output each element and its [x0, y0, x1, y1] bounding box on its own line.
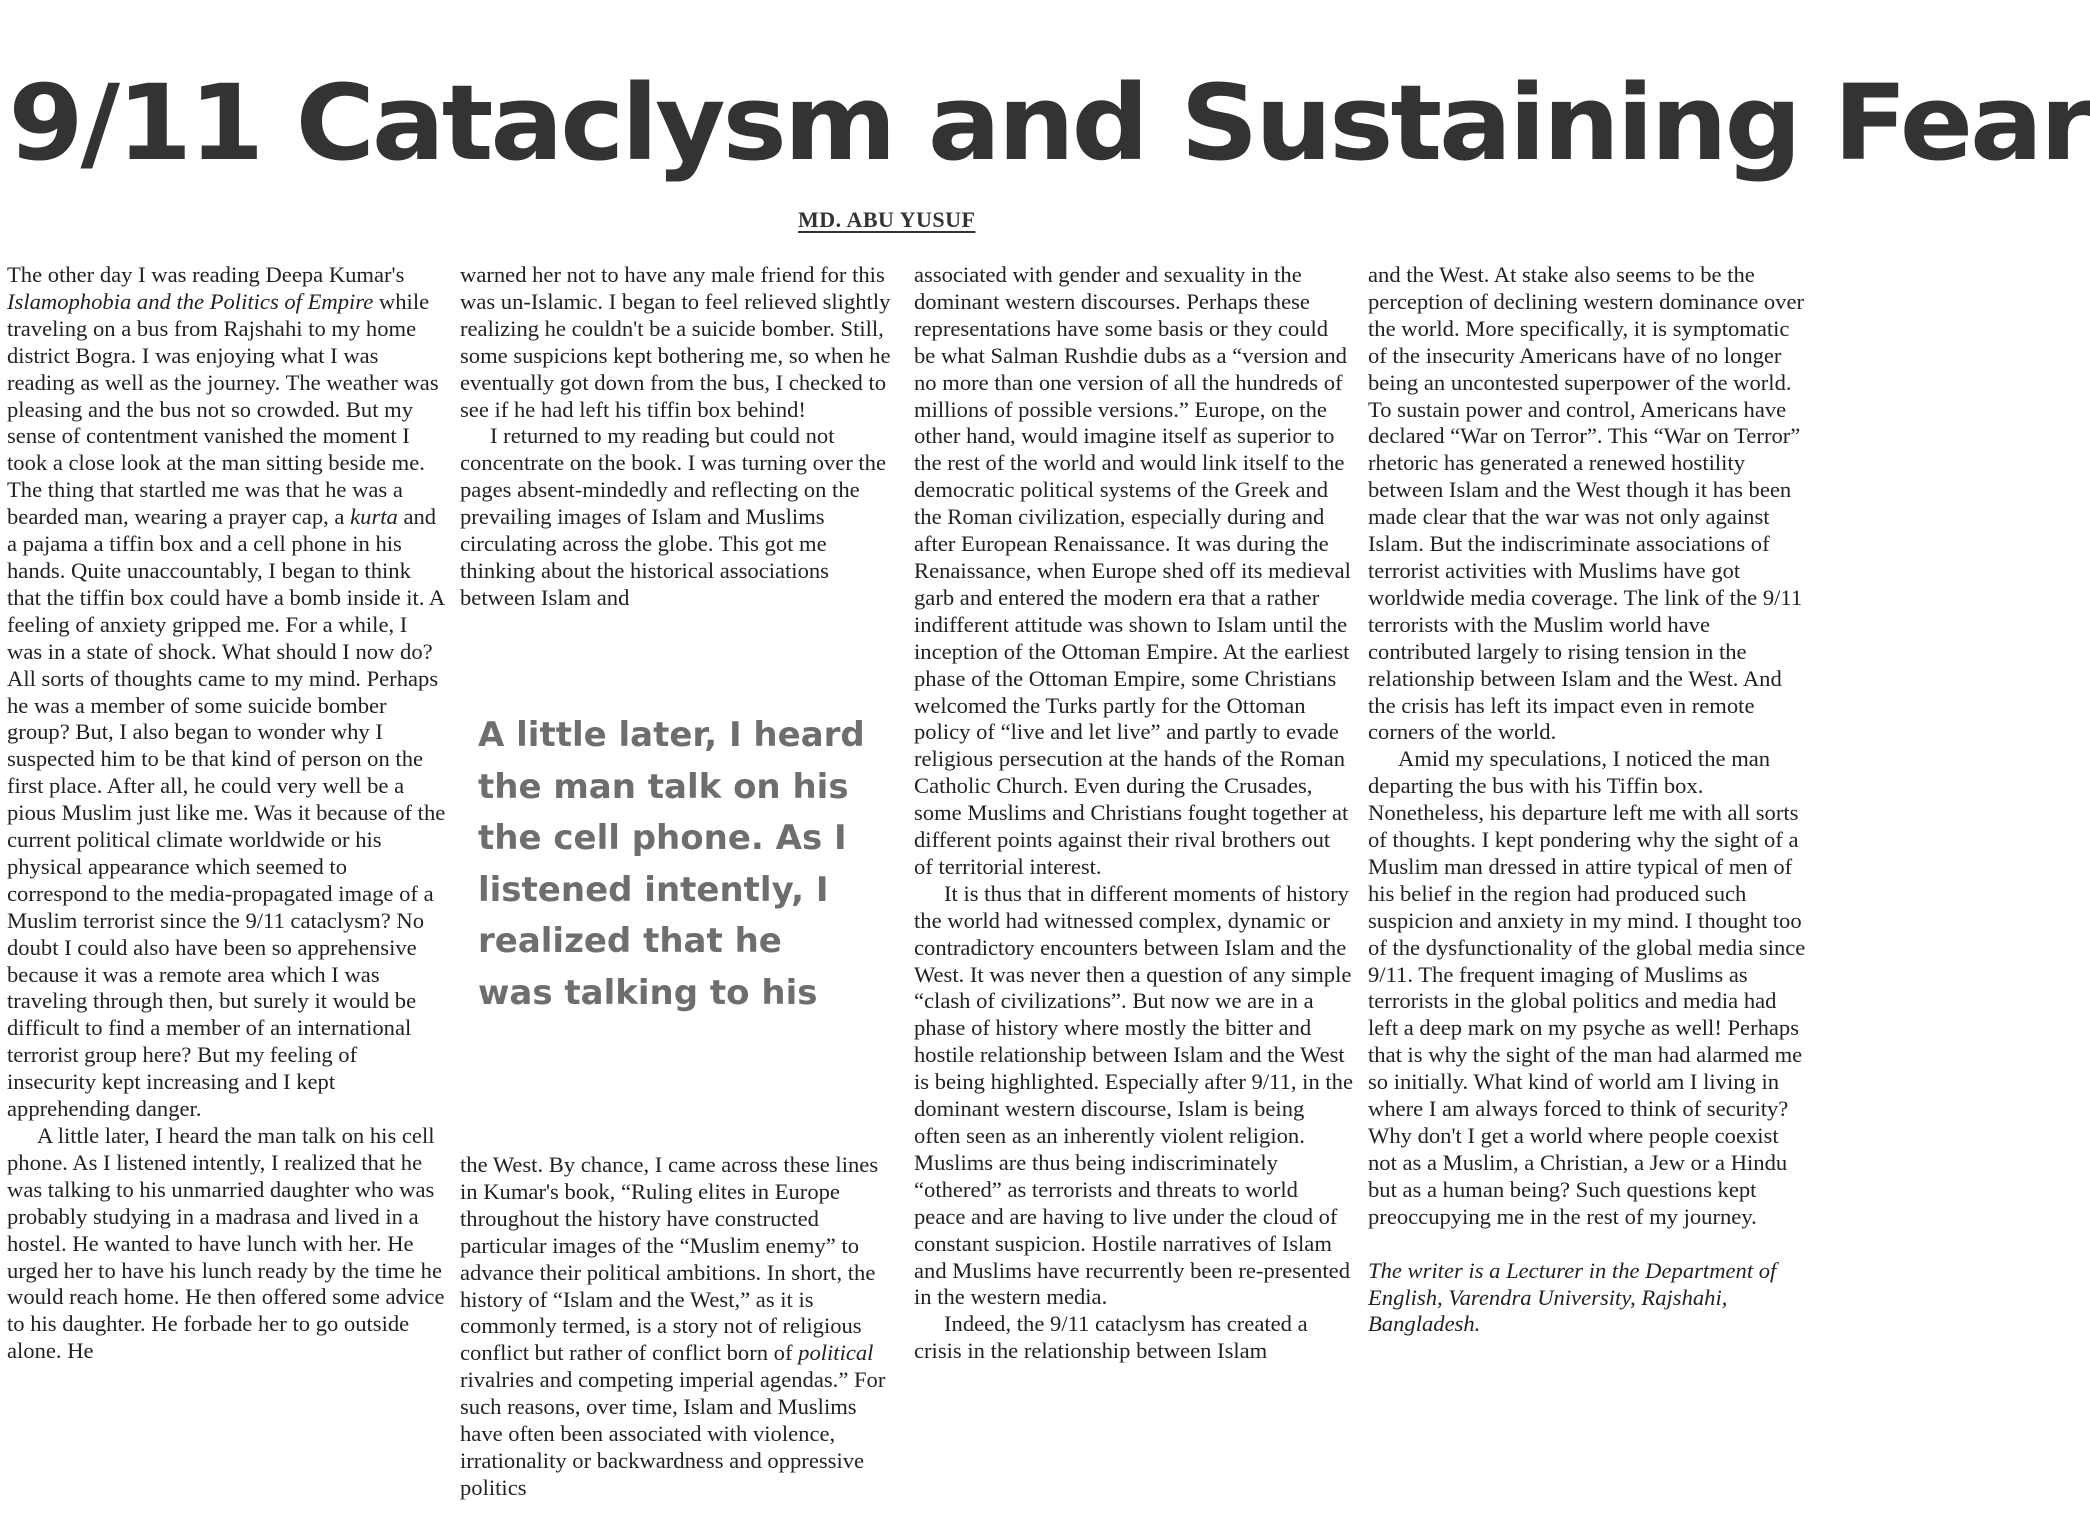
byline: MD. ABU YUSUF [798, 207, 976, 232]
article-column-4 [1368, 262, 1808, 1338]
text-run: while traveling on a bus from Rajshahi to my home district Bogra. I was enjoying what I was reading as well as the journey. The weather was pleasing and the bus not so crowded. But my sense of contentment vanished the moment I took a close look at the man sitting beside me. The thing that startled me was that he was a bearded man, wearing a prayer cap, a [7, 288, 439, 530]
article-column-2-continued [460, 1152, 900, 1502]
text-run: The other day I was reading Deepa Kumar's [7, 262, 405, 287]
paragraph [460, 1152, 900, 1502]
text-run: the West. By chance, I came across these lines in Kumar's book, “Ruling elites in Europe throughout the history have constructed particular images of the “Muslim enemy” to advance their political ambitions. In short, the history of “Islam and the West,” as it is commonly termed, is a story not of religious conflict but rather of conflict born of [460, 1152, 879, 1366]
text-run: rivalries and competing imperial agendas.” For such reasons, over time, Islam and Muslims have often been associated with violence, irrationality or backwardness and oppressive politics [460, 1367, 886, 1500]
paragraph [7, 262, 447, 1123]
author-note: The writer is a Lecturer in the Department of English, Varendra University, Rajshahi, Bangladesh. [1368, 1257, 1777, 1337]
paragraph: It is thus that in different moments of history the world had witnessed complex, dynamic or contradictory encounters between Islam and the West. It was never then a question of any simple “clash of civilizations”. But now we are in a phase of history where mostly the bitter and hostile relationship between Islam and the West is being highlighted. Especially after 9/11, in the dominant western discourse, Islam is being often seen as an inherently violent religion. Muslims are thus being indiscriminately “othered” as terrorists and threats to world peace and are having to live under the cloud of constant suspicion. Hostile narratives of Islam and Muslims have recurrently been re-presented in the western media. [914, 880, 1354, 1310]
headline: 9/11 Cataclysm and Sustaining Fear [8, 62, 2090, 184]
paragraph: Amid my speculations, I noticed the man departing the bus with his Tiffin box. Nonetheless, his departure left me with all sorts of thoughts. I kept pondering why the sight of a Muslim man dressed in attire typical of men of his belief in the region had produced such suspicion and anxiety in my mind. I thought too of the dysfunctionality of the global media since 9/11. The frequent imaging of Muslims as terrorists in the global politics and media had left a deep mark on my psyche as well! Perhaps that is why the sight of the man had alarmed me so initially. What kind of world am I living in where I am always forced to think of security? Why don't I get a world where people coexist not as a Muslim, a Christian, a Jew or a Hindu but as a human being? Such questions kept preoccupying me in the rest of my journey. [1368, 746, 1806, 1229]
paragraph: A little later, I heard the man talk on his cell phone. As I listened intently, I realized that he was talking to his unmarried daughter who was probably studying in a madrasa and lived in a hostel. He wanted to have lunch with her. He urged her to have his lunch ready by the time he would reach home. He then offered some advice to his daughter. He forbade her to go outside alone. He [7, 1123, 445, 1364]
italic-term: kurta [350, 504, 398, 530]
paragraph: I returned to my reading but could not concentrate on the book. I was turning over the pages absent-mindedly and reflecting on the prevailing images of Islam and Muslims circulating across the globe. This got me thinking about the historical associations between Islam and [460, 423, 887, 610]
pull-quote: A little later, I heard the man talk on his the cell phone. As I listened intently, I realized that he was talking to his [478, 715, 865, 1013]
article-column-3 [914, 262, 1354, 1365]
article-column-2 [460, 262, 900, 612]
text-run: and a pajama a tiffin box and a cell phone in his hands. Quite unaccountably, I began to think that the tiffin box could have a bomb inside it. A feeling of anxiety gripped me. For a while, I was in a state of shock. What should I now do? All sorts of thoughts came to my mind. Perhaps he was a member of some suicide bomber group? But, I also began to wonder why I suspected him to be that kind of person on the first place. After all, he could very well be a pious Muslim just like me. Was it because of the current political climate worldwide or his physical appearance which seemed to correspond to the media-propagated image of a Muslim terrorist since the 9/11 cataclysm? No doubt I could also have been so apprehensive because it was a remote area which I was traveling through then, but surely it would be difficult to find a member of an international terrorist group here? But my feeling of insecurity kept increasing and I kept apprehending danger. [7, 504, 446, 1122]
paragraph: warned her not to have any male friend for this was un-Islamic. I began to feel relieved slightly realizing he couldn't be a suicide bomber. Still, some suspicions kept bothering me, so when he eventually got down from the bus, I checked to see if he had left his tiffin box behind! [460, 262, 891, 422]
paragraph: Indeed, the 9/11 cataclysm has created a crisis in the relationship between Islam [914, 1311, 1308, 1364]
italic-term: political [798, 1340, 874, 1366]
article-column-1 [7, 262, 447, 1365]
book-title: Islamophobia and the Politics of Empire [7, 288, 374, 314]
paragraph: and the West. At stake also seems to be the perception of declining western dominance over the world. More specifically, it is symptomatic of the insecurity Americans have of no longer being an uncontested superpower of the world. To sustain power and control, Americans have declared “War on Terror”. This “War on Terror” rhetoric has generated a renewed hostility between Islam and the West though it has been made clear that the war was not only against Islam. But the indiscriminate associations of terrorist activities with Muslims have got worldwide media coverage. The link of the 9/11 terrorists with the Muslim world have contributed largely to rising tension in the relationship between Islam and the West. And the crisis has left its impact even in remote corners of the world. [1368, 262, 1805, 745]
paragraph: associated with gender and sexuality in the dominant western discourses. Perhaps these representations have some basis or they could be what Salman Rushdie dubs as a “version and no more than one version of all the hundreds of millions of possible versions.” Europe, on the other hand, would imagine itself as superior to the rest of the world and would link itself to the democratic political systems of the Greek and the Roman civilization, especially during and after European Renaissance. It was during the Renaissance, when Europe shed off its medieval garb and entered the modern era that a rather indifferent attitude was shown to Islam until the inception of the Ottoman Empire. At the earliest phase of the Ottoman Empire, some Christians welcomed the Turks partly for the Ottoman policy of “live and let live” and partly to evade religious persecution at the hands of the Roman Catholic Church. Even during the Crusades, some Muslims and Christians fought together at different points against their rival brothers out of territorial interest. [914, 262, 1351, 879]
